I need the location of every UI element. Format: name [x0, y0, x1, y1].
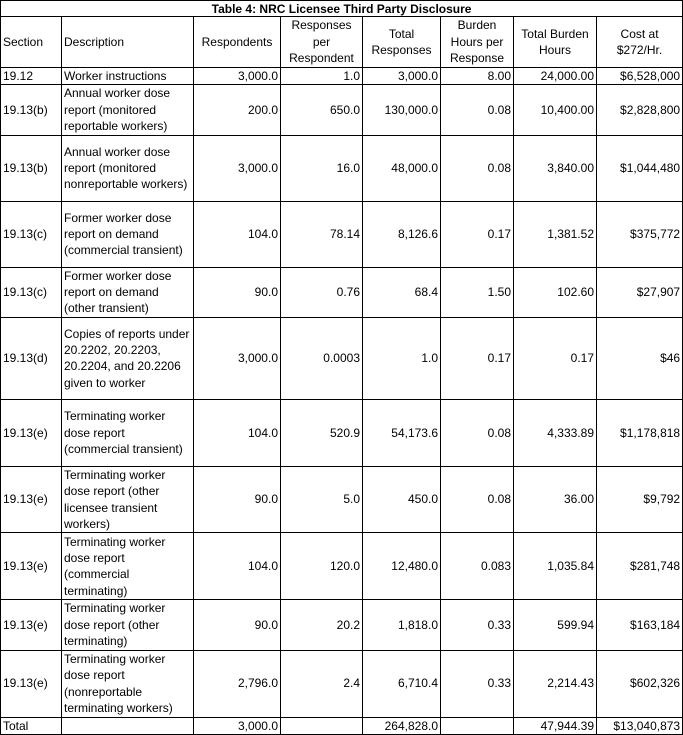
row-responses-per-respondent: 520.9 — [281, 399, 363, 466]
total-respondents: 3,000.0 — [194, 717, 281, 734]
row-section: 19.13(c) — [1, 267, 62, 317]
row-cost: $2,828,800 — [597, 85, 683, 135]
row-respondents: 90.0 — [194, 466, 281, 533]
row-total-burden-hours: 4,333.89 — [514, 399, 597, 466]
table-title: Table 4: NRC Licensee Third Party Disclosure — [1, 1, 683, 17]
row-description: Terminating worker dose report (commercial transient) — [62, 399, 194, 466]
row-cost: $46 — [597, 317, 683, 399]
header-total-responses: Total Responses — [363, 17, 441, 68]
row-total-responses: 54,173.6 — [363, 399, 441, 466]
row-responses-per-respondent: 0.76 — [281, 267, 363, 317]
row-responses-per-respondent: 78.14 — [281, 201, 363, 267]
row-cost: $27,907 — [597, 267, 683, 317]
table-row — [1, 533, 683, 600]
header-section: Section — [1, 17, 62, 68]
row-total-burden-hours: 2,214.43 — [514, 650, 597, 717]
row-burden-hours-per-response: 0.08 — [441, 466, 514, 533]
row-burden-hours-per-response: 0.08 — [441, 399, 514, 466]
total-responses: 264,828.0 — [363, 717, 441, 734]
row-total-burden-hours: 10,400.00 — [514, 85, 597, 135]
row-responses-per-respondent: 16.0 — [281, 135, 363, 201]
row-respondents: 90.0 — [194, 267, 281, 317]
row-section: 19.13(d) — [1, 317, 62, 399]
row-total-responses: 12,480.0 — [363, 533, 441, 600]
row-responses-per-respondent: 0.0003 — [281, 317, 363, 399]
row-description: Terminating worker dose report (other terminating) — [62, 600, 194, 650]
row-respondents: 2,796.0 — [194, 650, 281, 717]
row-respondents: 104.0 — [194, 533, 281, 600]
row-burden-hours-per-response: 8.00 — [441, 68, 514, 85]
header-total-burden-hours: Total Burden Hours — [514, 17, 597, 68]
row-total-responses: 68.4 — [363, 267, 441, 317]
row-cost: $375,772 — [597, 201, 683, 267]
row-description: Copies of reports under 20.2202, 20.2203, 20.2204, and 20.2206 given to worker — [62, 317, 194, 399]
total-label: Total — [1, 717, 62, 734]
table-row — [1, 267, 683, 317]
row-description: Former worker dose report on demand (commercial transient) — [62, 201, 194, 267]
row-burden-hours-per-response: 0.33 — [441, 650, 514, 717]
row-description: Annual worker dose report (monitored nonreportable workers) — [62, 135, 194, 201]
row-total-burden-hours: 0.17 — [514, 317, 597, 399]
row-respondents: 200.0 — [194, 85, 281, 135]
row-total-responses: 48,000.0 — [363, 135, 441, 201]
row-cost: $1,044,480 — [597, 135, 683, 201]
row-cost: $6,528,000 — [597, 68, 683, 85]
row-respondents: 3,000.0 — [194, 317, 281, 399]
row-total-responses: 450.0 — [363, 466, 441, 533]
row-section: 19.12 — [1, 68, 62, 85]
row-description: Terminating worker dose report (other licensee transient workers) — [62, 466, 194, 533]
row-section: 19.13(e) — [1, 399, 62, 466]
row-burden-hours-per-response: 0.083 — [441, 533, 514, 600]
row-description: Former worker dose report on demand (other transient) — [62, 267, 194, 317]
row-respondents: 3,000.0 — [194, 135, 281, 201]
row-burden-hours-per-response: 0.08 — [441, 135, 514, 201]
total-cost: $13,040,873 — [597, 717, 683, 734]
table-row — [1, 201, 683, 267]
total-burden-hours: 47,944.39 — [514, 717, 597, 734]
row-burden-hours-per-response: 0.33 — [441, 600, 514, 650]
row-responses-per-respondent: 5.0 — [281, 466, 363, 533]
row-total-burden-hours: 102.60 — [514, 267, 597, 317]
table-row — [1, 135, 683, 201]
row-total-burden-hours: 24,000.00 — [514, 68, 597, 85]
row-cost: $281,748 — [597, 533, 683, 600]
header-burden-hours-per-response: Burden Hours per Response — [441, 17, 514, 68]
row-cost: $163,184 — [597, 600, 683, 650]
row-cost: $1,178,818 — [597, 399, 683, 466]
row-total-responses: 3,000.0 — [363, 68, 441, 85]
table-row — [1, 85, 683, 135]
table-row — [1, 317, 683, 399]
row-responses-per-respondent: 120.0 — [281, 533, 363, 600]
row-description: Terminating worker dose report (commercial terminating) — [62, 533, 194, 600]
table-row — [1, 466, 683, 533]
row-section: 19.13(e) — [1, 650, 62, 717]
row-total-burden-hours: 36.00 — [514, 466, 597, 533]
row-total-responses: 130,000.0 — [363, 85, 441, 135]
row-respondents: 104.0 — [194, 201, 281, 267]
row-section: 19.13(b) — [1, 135, 62, 201]
row-burden-hours-per-response: 0.17 — [441, 317, 514, 399]
row-total-responses: 1,818.0 — [363, 600, 441, 650]
row-burden-hours-per-response: 0.08 — [441, 85, 514, 135]
row-section: 19.13(e) — [1, 533, 62, 600]
row-section: 19.13(b) — [1, 85, 62, 135]
row-total-responses: 1.0 — [363, 317, 441, 399]
table-row — [1, 68, 683, 85]
row-respondents: 104.0 — [194, 399, 281, 466]
row-section: 19.13(e) — [1, 466, 62, 533]
header-respondents: Respondents — [194, 17, 281, 68]
header-responses-per-respondent: Responses per Respondent — [281, 17, 363, 68]
row-total-burden-hours: 3,840.00 — [514, 135, 597, 201]
row-responses-per-respondent: 20.2 — [281, 600, 363, 650]
row-section: 19.13(e) — [1, 600, 62, 650]
row-total-responses: 8,126.6 — [363, 201, 441, 267]
row-cost: $9,792 — [597, 466, 683, 533]
row-total-burden-hours: 1,035.84 — [514, 533, 597, 600]
table-row — [1, 650, 683, 717]
table-row — [1, 600, 683, 650]
row-description: Worker instructions — [62, 68, 194, 85]
row-responses-per-respondent: 1.0 — [281, 68, 363, 85]
row-respondents: 3,000.0 — [194, 68, 281, 85]
row-section: 19.13(c) — [1, 201, 62, 267]
header-description: Description — [62, 17, 194, 68]
row-total-burden-hours: 1,381.52 — [514, 201, 597, 267]
row-description: Annual worker dose report (monitored reportable workers) — [62, 85, 194, 135]
row-total-burden-hours: 599.94 — [514, 600, 597, 650]
row-description: Terminating worker dose report (nonreportable terminating workers) — [62, 650, 194, 717]
table-body — [1, 68, 683, 718]
row-total-responses: 6,710.4 — [363, 650, 441, 717]
row-respondents: 90.0 — [194, 600, 281, 650]
row-burden-hours-per-response: 1.50 — [441, 267, 514, 317]
header-cost: Cost at $272/Hr. — [597, 17, 683, 68]
table-row — [1, 399, 683, 466]
row-burden-hours-per-response: 0.17 — [441, 201, 514, 267]
row-responses-per-respondent: 650.0 — [281, 85, 363, 135]
row-responses-per-respondent: 2.4 — [281, 650, 363, 717]
row-cost: $602,326 — [597, 650, 683, 717]
